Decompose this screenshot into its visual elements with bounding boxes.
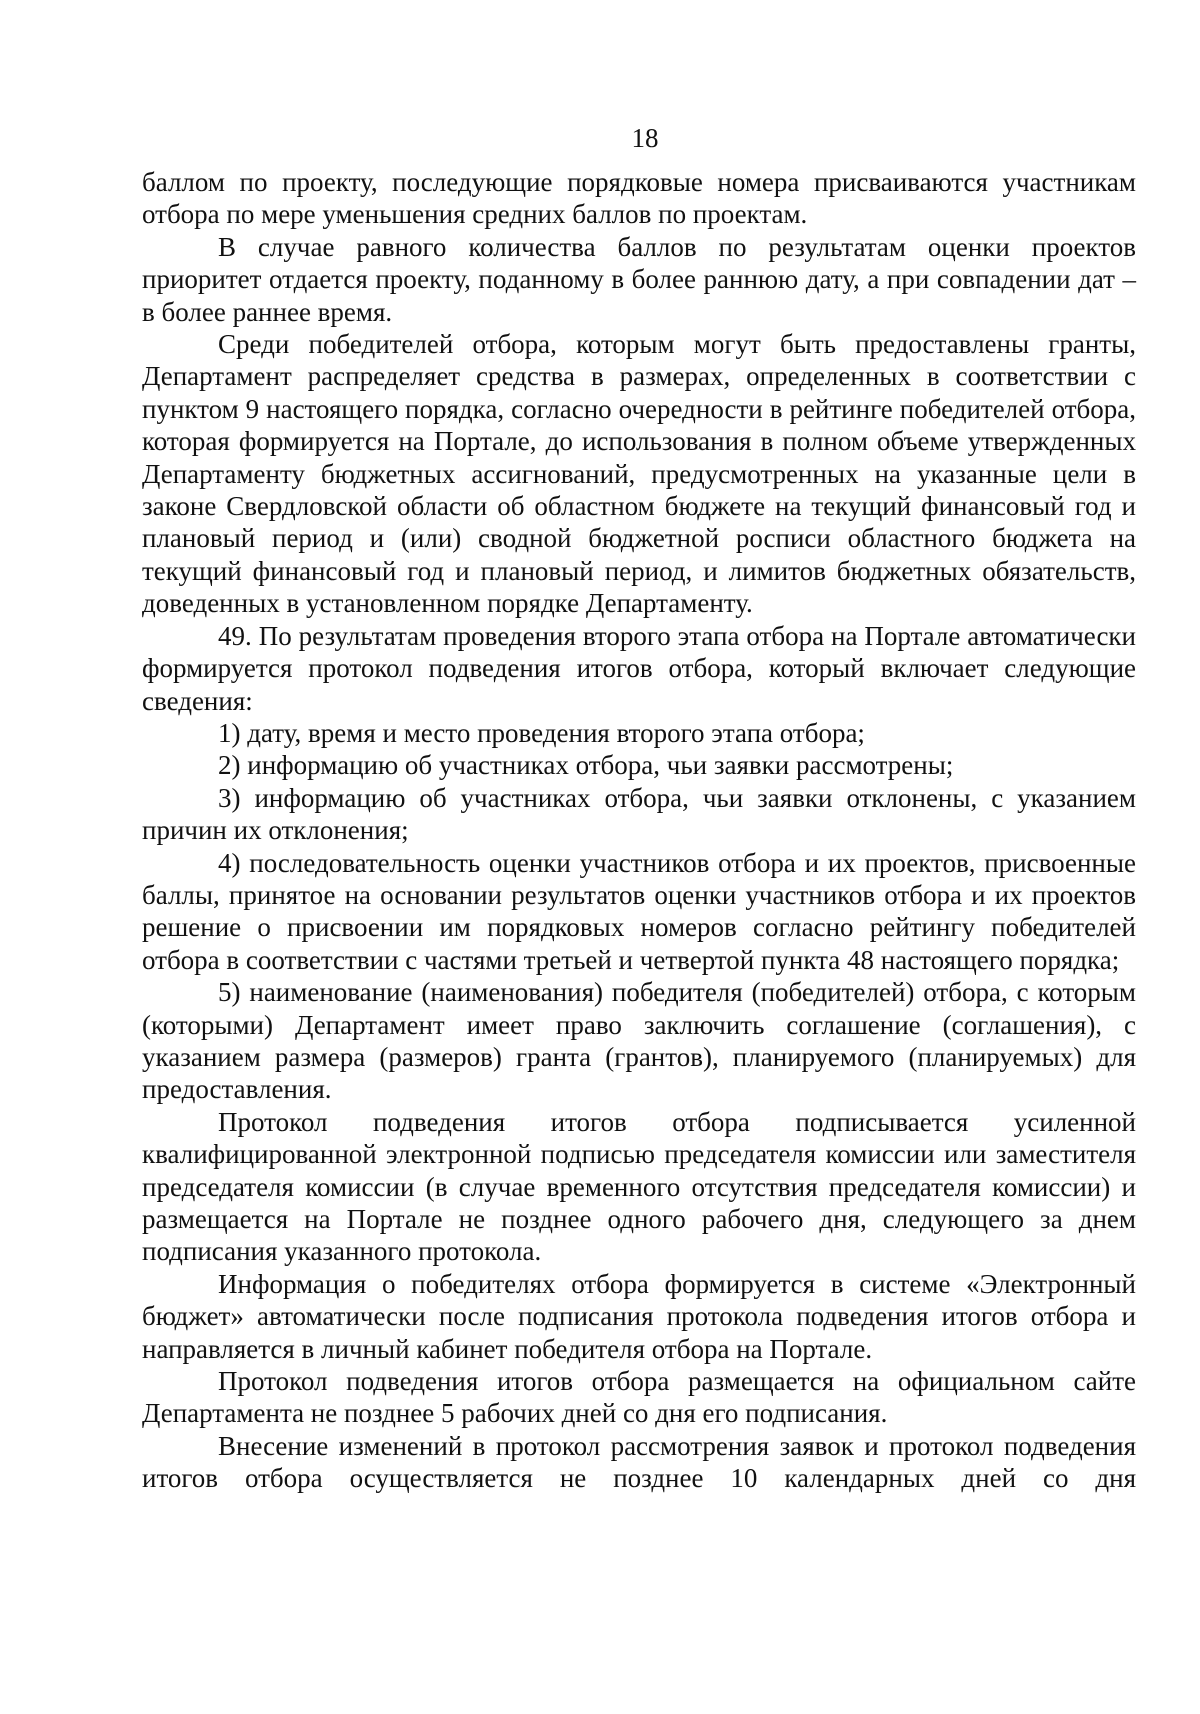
- paragraph-protocol-signing: Протокол подведения итогов отбора подписывается усиленной квалифицированной электронной подписью председателя комиссии или заместителя председателя комиссии (в случае временного отсутствия председателя комиссии) и размещается на Портале не позднее одного рабочего дня, следующего за днем подписания указанного протокола.: [142, 1106, 1136, 1267]
- list-item-1: 1) дату, время и место проведения второго этапа отбора;: [218, 717, 865, 748]
- list-item-3: 3) информацию об участниках отбора, чьи заявки отклонены, с указанием причин их отклонения;: [142, 782, 1136, 846]
- paragraph-continuation: баллом по проекту, последующие порядковые номера присваиваются участникам отбора по мере уменьшения средних баллов по проектам.: [142, 167, 1136, 230]
- paragraph-item-49: 49. По результатам проведения второго этапа отбора на Портале автоматически формируется протокол подведения итогов отбора, который включает следующие сведения:: [142, 620, 1136, 716]
- paragraph-protocol-changes: Внесение изменений в протокол рассмотрения заявок и протокол подведения итогов отбора осуществляется не позднее 10 календарных дней со дня: [142, 1430, 1136, 1494]
- paragraph-equal-scores: В случае равного количества баллов по результатам оценки проектов приоритет отдается проекту, поданному в более раннюю дату, а при совпадении дат – в более раннее время.: [142, 231, 1136, 327]
- paragraph-protocol-publication: Протокол подведения итогов отбора размещается на официальном сайте Департамента не позднее 5 рабочих дней со дня его подписания.: [142, 1366, 1136, 1429]
- list-item-2: 2) информацию об участниках отбора, чьи заявки рассмотрены;: [218, 750, 954, 781]
- list-item-4: 4) последовательность оценки участников отбора и их проектов, присвоенные баллы, принятое на основании результатов оценки участников отбора и их проектов решение о присвоении им порядковых номеров согласно рейтингу победителей отбора в соответствии с частями третьей и четвертой пункта 48 настоящего порядка;: [142, 847, 1136, 975]
- paragraph-winners-info: Информация о победителях отбора формируется в системе «Электронный бюджет» автоматически после подписания протокола подведения итогов отбора и направляется в личный кабинет победителя отбора на Портале.: [142, 1268, 1136, 1364]
- paragraph-grant-distribution: Среди победителей отбора, которым могут быть предоставлены гранты, Департамент распределяет средства в размерах, определенных в соответствии с пунктом 9 настоящего порядка, согласно очередности в рейтинге победителей отбора, которая формируется на Портале, до использования в полном объеме утвержденных Департаменту бюджетных ассигнований, предусмотренных на указанные цели в законе Свердловской области об областном бюджете на текущий финансовый год и плановый период и (или) сводной бюджетной росписи областного бюджета на текущий финансовый год и плановый период, и лимитов бюджетных обязательств, доведенных в установленном порядке Департаменту.: [142, 329, 1136, 619]
- document-body: [142, 166, 1136, 1495]
- list-item-5: 5) наименование (наименования) победителя (победителей) отбора, с которым (которыми) Департамент имеет право заключить соглашение (соглашения), с указанием размера (размеров) гранта (грантов), планируемого (планируемых) для предоставления.: [142, 977, 1136, 1105]
- page-number: 18: [631, 123, 659, 153]
